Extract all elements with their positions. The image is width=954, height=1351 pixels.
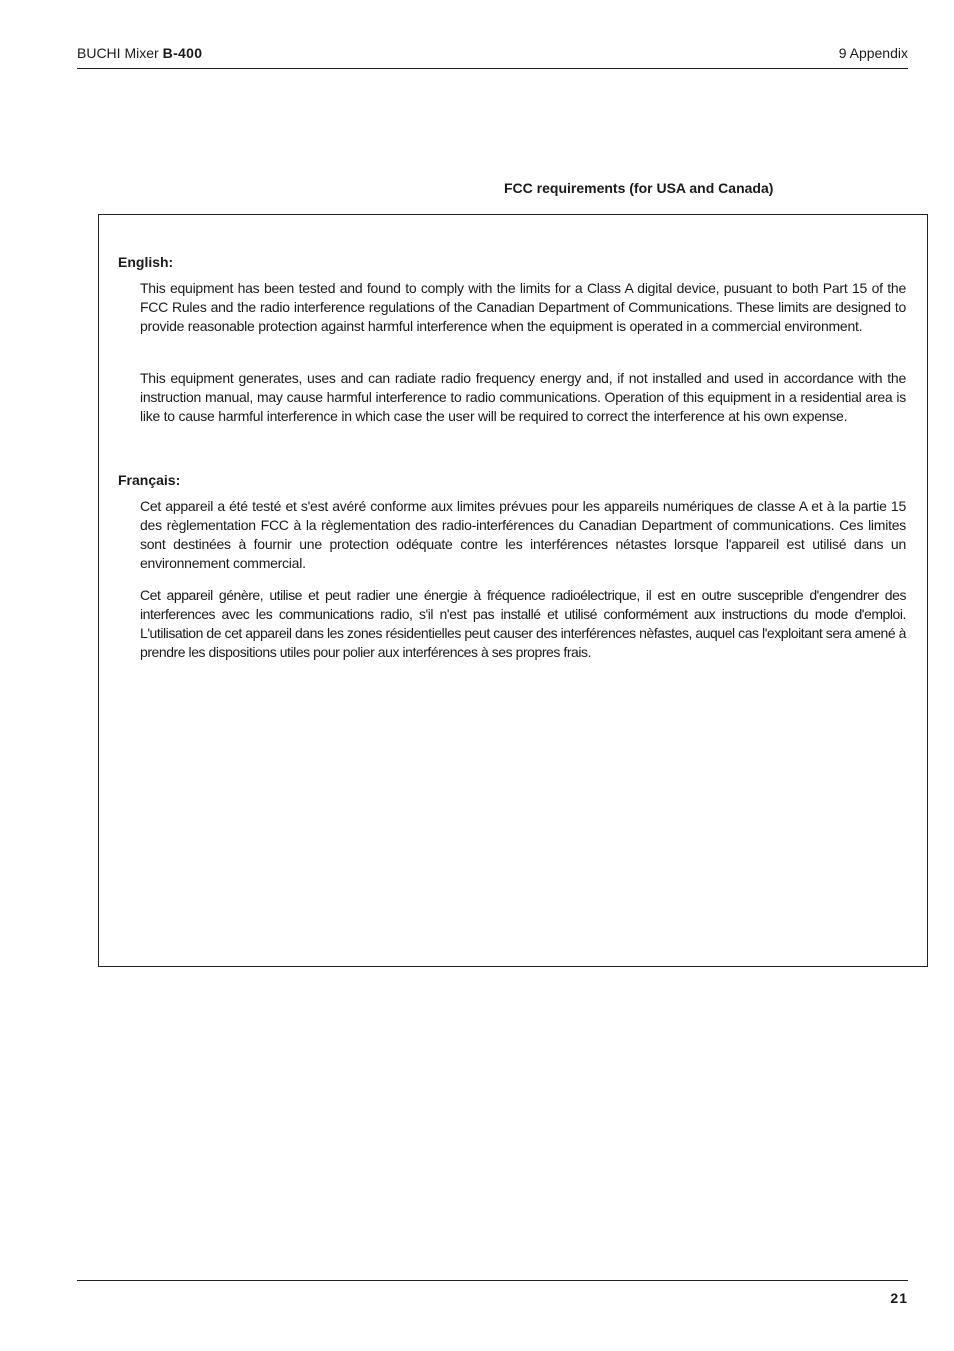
english-heading: English:: [118, 254, 174, 270]
header-section: 9 Appendix: [838, 45, 908, 61]
header-product-model: B-400: [162, 45, 203, 61]
header-product: [77, 43, 202, 63]
fcc-notice-box: [98, 214, 928, 967]
french-paragraph-2: Cet appareil génère, utilise et peut radier une énergie à fréquence radioélectrique, il est en outre susceprible d'engendrer des interferences avec les communications radio, s'il n'est pas installé et utilisé conformément aux instructions du mode d'emploi. L'utilisation de cet appareil dans les zones résidentielles peut causer des interférences nèfastes, auquel cas l'exploitant sera amené à prendre les dispositions utiles pour polier aux interférences à ses propres frais.: [140, 587, 906, 660]
english-paragraph-2: This equipment generates, uses and can radiate radio frequency energy and, if not installed and used in accordance with the instruction manual, may cause harmful interference to radio communications. Operation of this equipment in a residential area is like to cause harmful interference in which case the user will be required to correct the interference at his own expense.: [140, 370, 906, 424]
page-number: 21: [890, 1290, 908, 1306]
header-product-prefix: BUCHI Mixer: [77, 45, 159, 61]
english-paragraph-1: This equipment has been tested and found to comply with the limits for a Class A digital device, pusuant to both Part 15 of the FCC Rules and the radio interference regulations of the Canadian Department of Communications. These limits are designed to provide reasonable protection against harmful interference when the equipment is operated in a commercial environment.: [140, 280, 906, 334]
french-paragraph-1: Cet appareil a été testé et s'est avéré conforme aux limites prévues pour les appareils numériques de classe A et à la partie 15 des règlementation FCC à la règlementation des radio-interférences du Canadian Department of communications. Ces limites sont destinées à fournir une protection odéquate contre les interférences nétastes lorsque l'appareil est utilisé dans un environnement commercial.: [140, 498, 906, 571]
footer-divider: [77, 1280, 908, 1281]
french-heading: Français:: [118, 472, 181, 488]
page-header: [77, 43, 908, 63]
header-divider: [77, 68, 908, 69]
section-title: FCC requirements (for USA and Canada): [504, 180, 774, 196]
